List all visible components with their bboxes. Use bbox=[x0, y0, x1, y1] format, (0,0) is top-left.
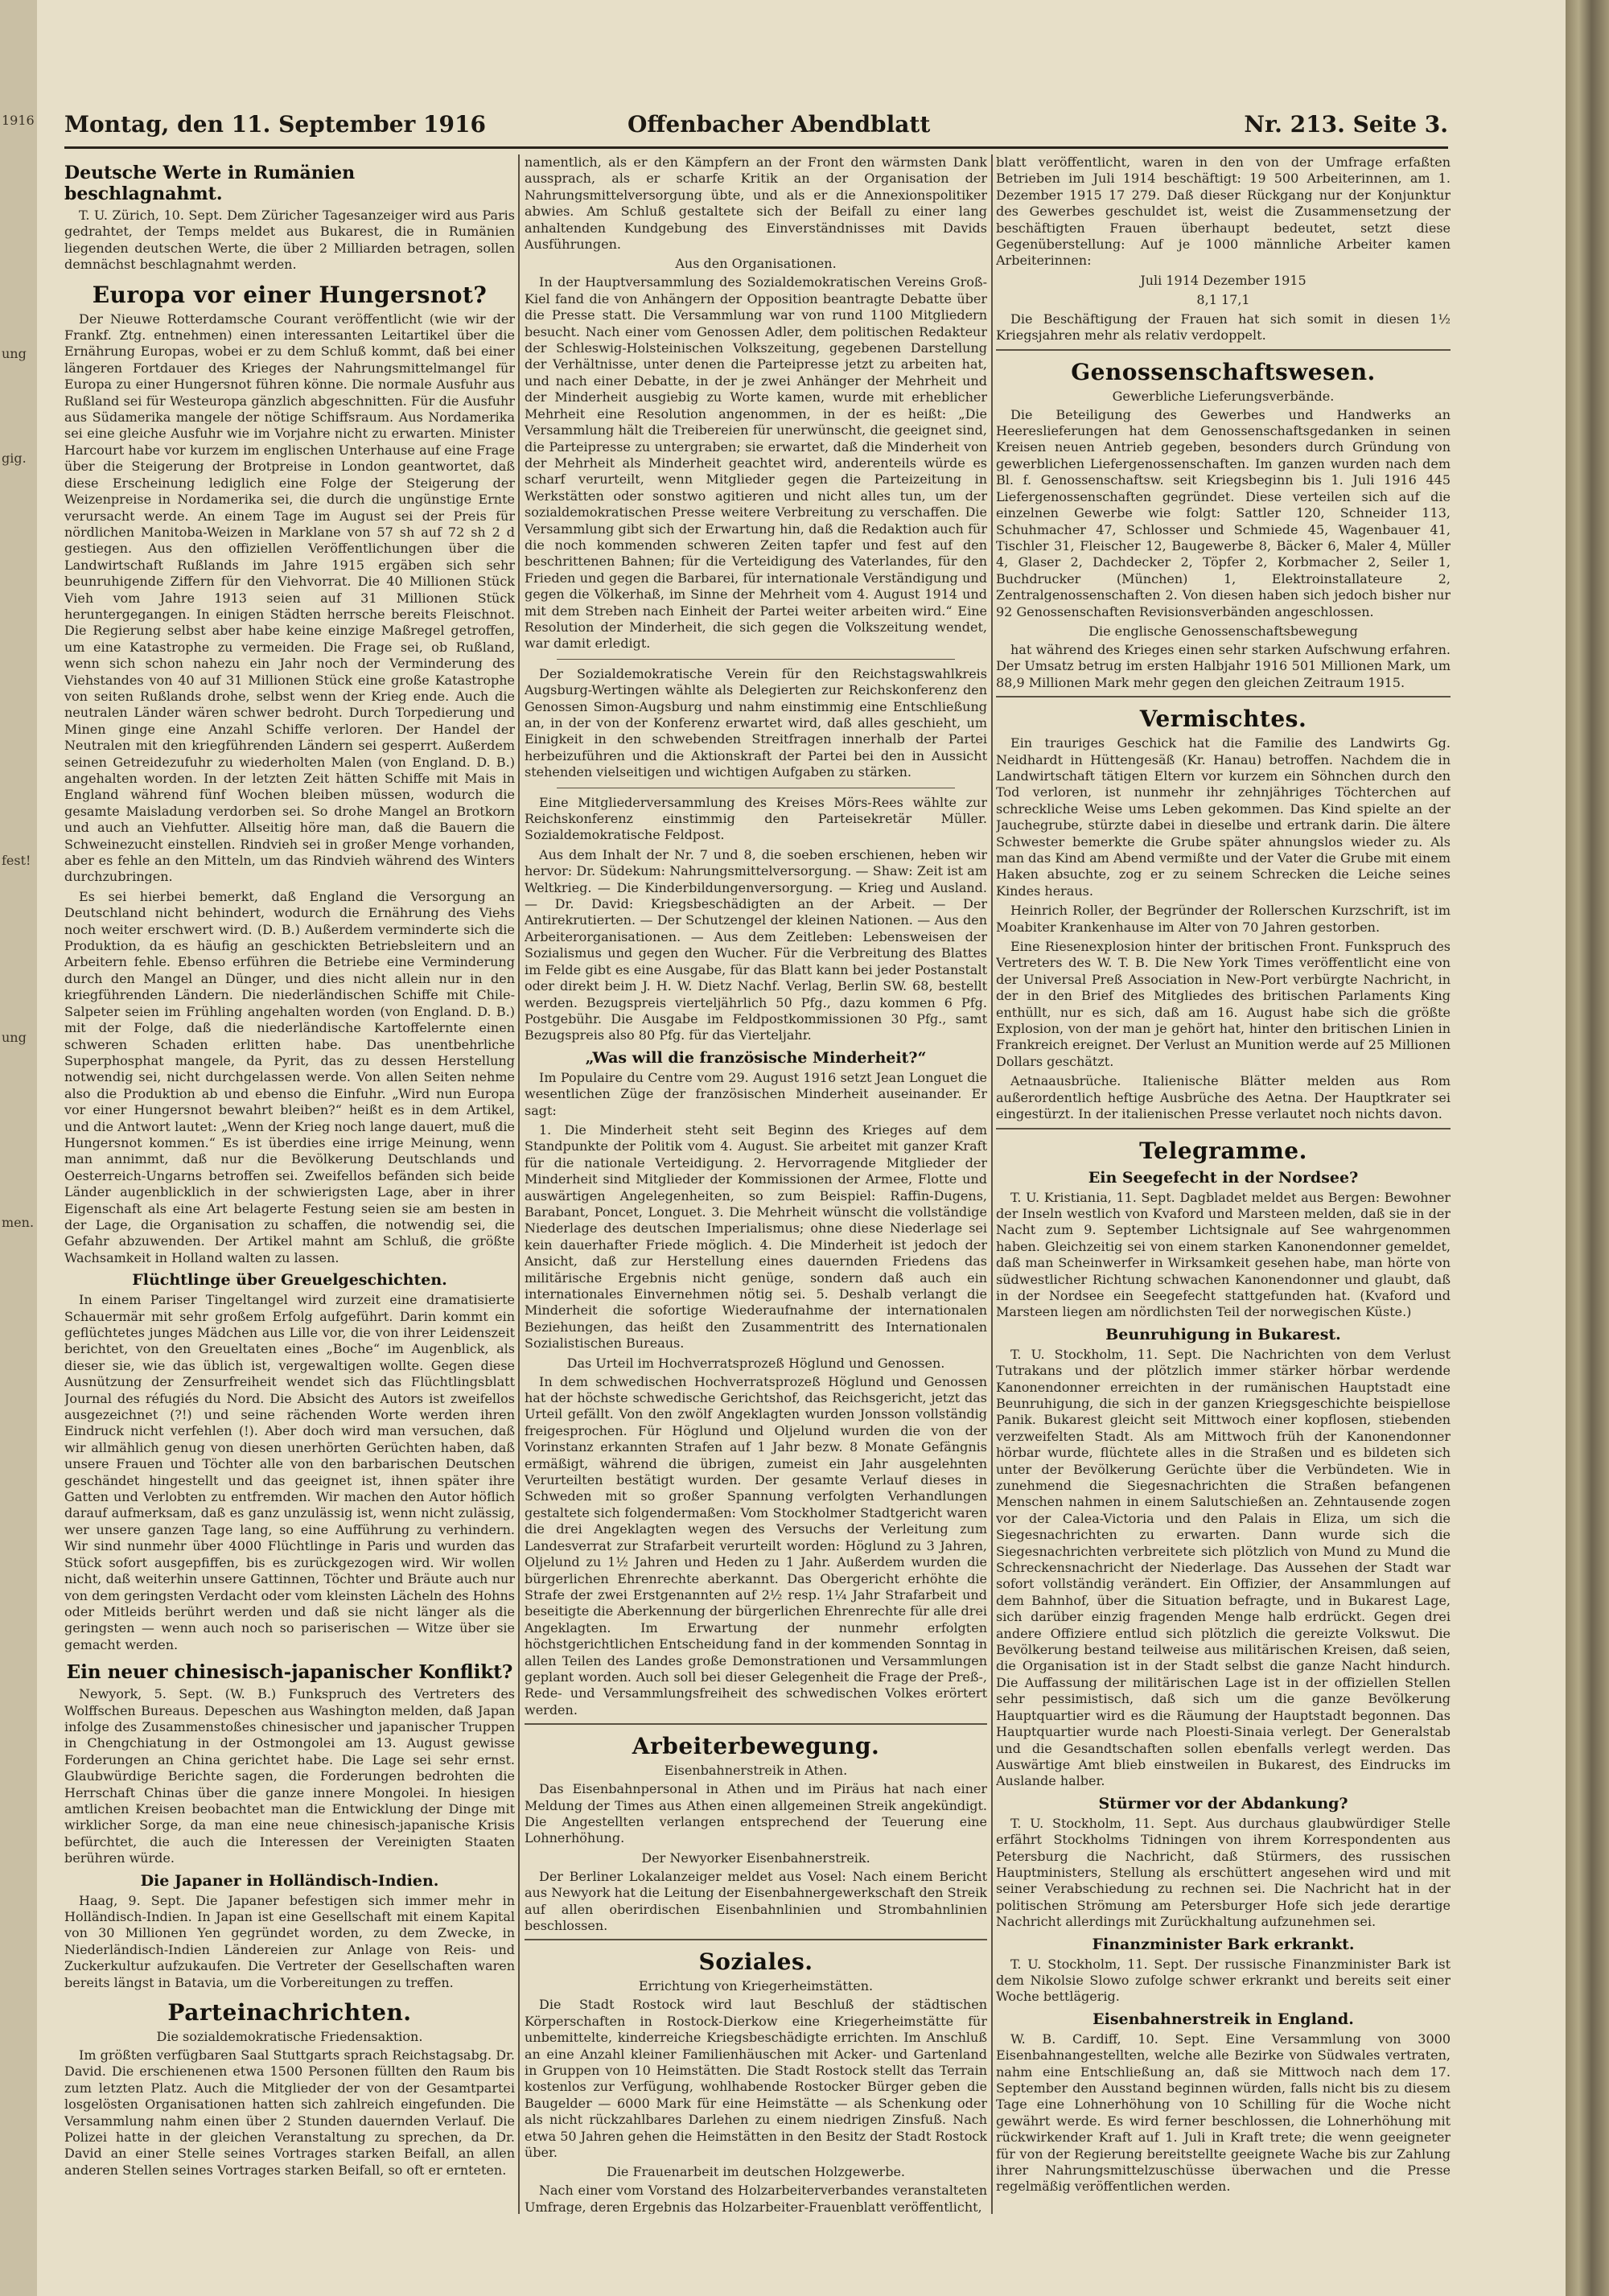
article-title: Ein Seegefecht in der Nordsee? bbox=[1088, 1168, 1359, 1187]
article-subtitle: Die englische Genossenschaftsbewegung bbox=[1088, 623, 1358, 639]
section-title: Vermischtes. bbox=[1139, 706, 1307, 733]
article-text: Heinrich Roller, der Begründer der Rollerschen Kurzschrift, ist im Moabiter Krankenhause im Alter von 70 Jahren gestorben. bbox=[996, 903, 1451, 935]
article-text: Im größten verfügbaren Saal Stuttgarts sprach Reichstagsabg. Dr. David. Die erschienenen etwa 1500 Personen füllten den Raum bis zum letzten Platz. Auch die Mitglieder der von der Gesamtpartei losgelösten Organisationen hatten sich zahlreich eingefunden. Die Versammlung nahm einen über 2 Stunden dauernden Verlauf. Die Polizei hatte in der gleichen Veranstaltung zu sprechen, da Dr. David an einer Stelle seines Vortrages starken Beifall, an allen anderen Stellen seines Vortrages starken Beifall, so oft er ernteten. bbox=[64, 2047, 515, 2178]
margin-fragment: 1916 bbox=[2, 113, 35, 128]
article-title: Flüchtlinge über Greuelgeschichten. bbox=[132, 1271, 447, 1290]
section-title: Soziales. bbox=[698, 1948, 813, 1976]
article-text: Das Eisenbahnpersonal in Athen und im Piräus hat nach einer Meldung der Times aus Athen einen allgemeinen Streik angekündigt. Die Angestellten verlangen entsprechend der Teuerung eine Lohnerhöhung. bbox=[525, 1781, 987, 1846]
article-text: blatt veröffentlicht, waren in den von der Umfrage erfaßten Betrieben im Juli 1914 beschäftigt: 19 500 Arbeiterinnen, am 1. Dezember 1915 17 279. Daß dieser Rückgang nur der Konjunktur des Gewerbes geschuldet ist, weist die Zusammensetzung der beschäftigten Frauen überhaupt bedeutet, setzt diese Gegenüberstellung: Auf je 1000 männliche Arbeiter kamen Arbeiterinnen: bbox=[996, 154, 1451, 269]
article-text: Die Beschäftigung der Frauen hat sich somit in diesen 1½ Kriegsjahren mehr als relativ verdoppelt. bbox=[996, 311, 1451, 344]
margin-fragment: ung bbox=[2, 346, 27, 361]
article-title: Eisenbahnerstreik in England. bbox=[1093, 2010, 1354, 2028]
article-subtitle: Errichtung von Kriegerheimstätten. bbox=[638, 1978, 874, 1994]
article-title: Deutsche Werte in Rumänien beschlagnahmt. bbox=[64, 163, 356, 204]
article-text: Newyork, 5. Sept. (W. B.) Funkspruch des Vertreters des Wolffschen Bureaus. Depeschen aus Washington melden, daß Japan infolge des Zusammenstoßes chinesischer und japanischer Truppen in Chengchiatung in der Ostmongolei am 13. August gewisse Forderungen an China gerichtet habe. Die Lage sei sehr ernst. Glaubwürdige Berichte sagen, die Forderungen bedrohten die Herrschaft Chinas über die ganze innere Mongolei. In hiesigen amtlichen Kreisen beobachtet man die Entwicklung der Dinge mit wirklicher Sorge, da man eine neue chinesisch-japanische Krisis befürchtet, die auch die Interessen der Vereinigten Staaten berühren würde. bbox=[64, 1686, 515, 1866]
margin-fragment: gig. bbox=[2, 451, 27, 466]
article-subtitle: Das Urteil im Hochverratsprozeß Höglund und Genossen. bbox=[566, 1355, 945, 1371]
article-text: Aus dem Inhalt der Nr. 7 und 8, die soeben erschienen, heben wir hervor: Dr. Südekum: Nahrungsmittelversorgung. — Shaw: Zeit ist am Weltkrieg. — Die Kinderbildungenversorgung. — Krieg und Ausland. — Dr. David: Kriegsbeschädigten an der Arbeit. — Der Antirekrutierten. — Der Schutzengel der kleinen Nationen. — Aus den Arbeiterorganisationen. — Aus dem Zeitleben: Lebensweisen der Sozialismus und gegen den Wucher. Für die Verbreitung des Blattes im Felde gibt es eine Ausgabe, für das Blatt kann bei jeder Postanstalt oder direkt beim J. H. W. Dietz Nachf. Verlag, Berlin SW. 68, bestellt werden. Bezugspreis vierteljährlich 50 Pfg., dazu kommen 6 Pfg. Postgebühr. Die Ausgabe im Feldpostkommissionen 30 Pfg., samt Bezugspreis also 80 Pfg. für das Vierteljahr. bbox=[525, 846, 987, 1043]
margin-fragment: ung bbox=[2, 1030, 27, 1045]
article-text: 1. Die Minderheit steht seit Beginn des Krieges auf dem Standpunkte der Politik vom 4. August. Sie arbeitet mit ganzer Kraft für die nationale Verteidigung. 2. Hervorragende Mitglieder der Minderheit sind Mitglieder der Kommissionen der Armee, Flotte und auswärtigen Angelegenheiten, so zum Beispiel: Raffin-Dugens, Barabant, Poncet, Longuet. 3. Die Mehrheit wünscht die vollständige Niederlage des deutschen Imperialismus; ohne diese Niederlage sei kein dauerhafter Friede möglich. 4. Die Minderheit ist jedoch der Ansicht, daß zur Herstellung eines dauernden Friedens das militärische Ergebnis nicht genüge, sondern daß auch ein internationales Einvernehmen nötig sei. 5. Deshalb verlangt die Minderheit die sofortige Wiederaufnahme der internationalen Beziehungen, das heißt den Zusammentritt des Internationalen Sozialistischen Bureaus. bbox=[525, 1121, 987, 1352]
article-title: Die Japaner in Holländisch-Indien. bbox=[140, 1871, 439, 1890]
column-divider bbox=[991, 154, 993, 2214]
article-subtitle: Gewerbliche Lieferungsverbände. bbox=[1112, 388, 1335, 404]
article-text: T. U. Stockholm, 11. Sept. Aus durchaus glaubwürdiger Stelle erfährt Stockholms Tidningen von ihrem Korrespondenten aus Petersburg die Nachricht, daß Stürmers, des russischen Hauptministers, Stellung als erschüttert angesehen wird und mit seiner Verabschiedung zu rechnen sei. Die Nachricht hat in der politischen Strömung am Petersburger Hofe sich jede derartige Nachricht allerdings mit Zurückhaltung aufzunehmen sei. bbox=[996, 1815, 1451, 1930]
masthead bbox=[64, 111, 1448, 146]
divider bbox=[557, 659, 955, 660]
divider bbox=[996, 1128, 1451, 1129]
previous-page-margin bbox=[0, 0, 39, 2296]
article-text: Haag, 9. Sept. Die Japaner befestigen sich immer mehr in Holländisch-Indien. In Japan ist eine Gesellschaft mit einem Kapital von 30 Millionen Yen gegründet worden, zu dem Zwecke, in Niederländisch-Indien Ländereien zur Anlage von Reis- und Zuckerkultur aufzukaufen. Die Vertreter der Gesellschaften waren bereits längst in Batavia, um die Vorbereitungen zu treffen. bbox=[64, 1892, 515, 1990]
article-text: W. B. Cardiff, 10. Sept. Eine Versammlung von 3000 Eisenbahnangestellten, welche alle Bezirke von Südwales vertraten, nahm eine Entschließung an, daß sie Mittwoch nach dem 17. September den Ausstand beginnen würden, falls nicht bis zu diesem Tage eine Lohnerhöhung von 10 Schilling für die Woche nicht gewährt werde. Es wird ferner beschlossen, die Lohnerhöhung mit rückwirkender Kraft auf 1. Juli in Kraft trete; die wenn geeigneter für von der Regierung bereitstellte geeignete Wache bis zur Zahlung ihrer Nahrungsmittelzuschüsse überwachen und die Presse regelmäßig veröffentlichen werden. bbox=[996, 2031, 1451, 2195]
margin-fragment: men. bbox=[2, 1215, 35, 1230]
article-text: Eine Mitgliederversammlung des Kreises Mörs-Rees wählte zur Reichskonferenz einstimmig den Parteisekretär Müller. Sozialdemokratische Feldpost. bbox=[525, 794, 987, 843]
article-title: Finanzminister Bark erkrankt. bbox=[1092, 1935, 1355, 1953]
section-title: Parteinachrichten. bbox=[167, 1999, 412, 2026]
article-text: Es sei hierbei bemerkt, daß England die Versorgung an Deutschland nicht behindert, wodurch die Ernährung des Viehs noch weiter erschwert wird. (D. B.) Außerdem verminderte sich die Produktion, da es häufig an geschickten Betriebsleitern und an Arbeitern fehle. Ebenso erführen die Betriebe eine Verminderung durch den Mangel an Dünger, und dies nicht allein nur in den kriegführenden Ländern. Die niederländischen Schiffe mit Chile-Salpeter seien im Frühling angehalten worden (von England. D. B.) mit der Folge, daß die niederländische Kartoffelernte einen schweren Schaden erlitten habe. Das unentbehrliche Superphosphat mangele, da Pyrit, das zu dessen Herstellung notwendig sei, nicht durchgelassen werde. Von allen Seiten nehme also die Produktion ab und ebenso die Einfuhr. „Wird nun Europa vor einer Hungersnot bewahrt bleiben?“ heißt es in dem Artikel, und die Antwort lautet: „Wenn der Krieg noch lange dauert, muß die Hungersnot kommen.“ Es ist überdies eine irrige Meinung, wenn man annimmt, daß nur die Bevölkerung Deutschlands und Oesterreich-Ungarns betroffen sei. Zweifellos befänden sich beide Länder augenblicklich in der schwierigsten Lage, aber in ihrer Eigenschaft als eine Art belagerte Festung seien sie am besten in der Lage, die Organisation zu schaffen, die notwendig sei, die Gefahr abzuwenden. Der Artikel mahnt am Schluß, die größte Wachsamkeit in Holland walten zu lassen. bbox=[64, 888, 515, 1265]
divider bbox=[525, 1723, 987, 1725]
article-title: Beunruhigung in Bukarest. bbox=[1105, 1325, 1341, 1343]
article-subtitle: Aus den Organisationen. bbox=[675, 256, 837, 272]
article-text: Die Stadt Rostock wird laut Beschluß der städtischen Körperschaften in Rostock-Dierkow eine Kriegerheimstätte für unbemittelte, kinderreiche Kriegsbeschädigte errichten. Im Anschluß an eine Anzahl kleiner Familienhäuschen mit Acker- und Gartenland in Gruppen von 10 Heimstätten. Die Stadt Rostock stellt das Terrain kostenlos zur Verfügung, wohlhabende Rostocker Bürger geben die Baugelder — 6000 Mark für eine Heimstätte — als Schenkung oder als nicht rückzahlbares Darlehen zu einem niedrigen Zinsfuß. Nach etwa 50 Jahren gehen die Heimstätten in den Besitz der Stadt Rostock über. bbox=[525, 1997, 987, 2161]
article-text: Die Beteiligung des Gewerbes und Handwerks an Heereslieferungen hat dem Genossenschaftsgedanken in seinen Kreisen neuen Antrieb gegeben, besonders durch Gründung von gewerblichen Liefergenossenschaften. Im ganzen wurden nach dem Bl. f. Genossenschaftsw. seit Kriegsbeginn bis 1. Juli 1916 445 Liefergenossenschaften gegründet. Diese verteilen sich auf die einzelnen Gewerbe wie folgt: Sattler 120, Schneider 113, Schuhmacher 47, Schlosser und Schmiede 45, Wagenbauer 41, Tischler 31, Fleischer 12, Baugewerbe 8, Bäcker 6, Maler 4, Müller 4, Glaser 2, Dachdecker 2, Töpfer 2, Korbmacher 2, Seiler 1, Buchdrucker (München) 1, Elektroinstallateure 2, Zentralgenossenschaften 2. Von diesen haben sich jedoch bisher nur 92 Genossenschaften Revisionsverbänden angeschlossen. bbox=[996, 406, 1451, 619]
article-text: hat während des Krieges einen sehr starken Aufschwung erfahren. Der Umsatz betrug im ersten Halbjahr 1916 501 Millionen Mark, um 88,9 Millionen Mark mehr gegen den gleichen Zeitraum 1915. bbox=[996, 641, 1451, 690]
article-title: „Was will die französische Minderheit?“ bbox=[585, 1048, 927, 1067]
article-text: In dem schwedischen Hochverratsprozeß Höglund und Genossen hat der höchste schwedische Gerichtshof, das Reichsgericht, jetzt das Urteil gefällt. Von den zwölf Angeklagten wurden Jonsson vollständig freigesprochen. Für Höglund und Oljelund wurden die von der Vorinstanz erkannten Strafen auf 1 Jahr bezw. 8 Monate Gefängnis ermäßigt, während die übrigen, zumeist ein Jahr ausgelehnten Verurteilten bestätigt wurden. Der gesamte Verlauf dieses in Schweden mit so großer Spannung verfolgten Verhandlungen gestaltete sich folgendermaßen: Vom Stockholmer Stadtgericht waren die drei Angeklagten wegen des Versuchs der Verleitung zum Landesverrat zur Strafarbeit verurteilt worden: Höglund zu 3 Jahren, Oljelund zu 1½ Jahren und Heden zu 1 Jahr. Außerdem wurden die bürgerlichen Ehrenrechte aberkannt. Das Obergericht erhöhte die Strafe der zwei Erstgenannten auf 2½ resp. 1¼ Jahr Strafarbeit und beseitigte die Aberkennung der bürgerlichen Ehrenrechte für alle drei Angeklagten. Im Erwartung der nunmehr erfolgten höchstgerichtlichen Entscheidung fand in der kommenden Sonntag in allen Teilen des Landes große Demonstrationen und Versammlungen geplant worden. Auch soll bei dieser Gelegenheit die Frage der Preß-, Rede- und Versammlungsfreiheit des schwedischen Volkes erörtert werden. bbox=[525, 1373, 987, 1718]
article-text: Im Populaire du Centre vom 29. August 1916 setzt Jean Longuet die wesentlichen Züge der französischen Minderheit auseinander. Er sagt: bbox=[525, 1069, 987, 1118]
article-text: Aetnaausbrüche. Italienische Blätter melden aus Rom außerordentlich heftige Ausbrüche des Aetna. Der Hauptkrater sei eingestürzt. In der italienischen Presse verlautet noch nichts davon. bbox=[996, 1073, 1451, 1122]
section-title: Arbeiterbewegung. bbox=[632, 1733, 880, 1760]
article-text: Nach einer vom Vorstand des Holzarbeiterverbandes veranstalteten Umfrage, deren Ergebnis das Holzarbeiter-Frauenblatt veröffentlicht, bbox=[525, 2183, 987, 2214]
article-text: In der Hauptversammlung des Sozialdemokratischen Vereins Groß-Kiel fand die von Anhängern der Opposition beantragte Debatte über die Presse statt. Die Versammlung war von rund 1100 Mitgliedern besucht. Nach einer vom Genossen Adler, dem politischen Redakteur der Schleswig-Holsteinischen Volkszeitung, gegebenen Darstellung der Verhältnisse, unter denen die Parteipresse jetzt zu arbeiten hat, und nach einer Debatte, in der je zwei Anhänger der Mehrheit und der Minderheit ausgiebig zu Worte kamen, wurde mit erheblicher Mehrheit eine Resolution angenommen, in der es heißt: „Die Versammlung hält die Treibereien für unerwünscht, die geeignet sind, die Parteipresse zu untergraben; sie erwartet, daß die Minderheit von der Mehrheit als Minderheit geachtet wird, anderenteils würde es scharf verurteilt, wenn Mitglieder gegen die Parteizeitung in Werkstätten oder sonstwo agitieren und nicht alles tun, um der sozialdemokratischen Presse weitere Verbreitung zu verschaffen. Die Versammlung gibt sich der Erwartung hin, daß die Redaktion auch für die noch kommenden schweren Zeiten tapfer und fest auf den beschrittenen Bahnen; für die Verteidigung des Vaterlandes, für den Frieden und gegen die Barbarei, für internationale Verständigung und gegen die Völkerhaß, im Sinne der Mehrheit vom 4. August 1914 und mit dem Streben nach Einheit der Partei weiter arbeiten wird.“ Eine Resolution der Minderheit, die sich gegen die Volkszeitung wendet, war damit erledigt. bbox=[525, 274, 987, 652]
divider bbox=[525, 1939, 987, 1940]
newspaper-name: Offenbacher Abendblatt bbox=[628, 111, 931, 138]
divider bbox=[996, 349, 1451, 351]
article-text: Eine Riesenexplosion hinter der britischen Front. Funkspruch des Vertreters des W. T. B. Die New York Times veröffentlicht eine von der Universal Preß Association in New-Port verbürgte Nachricht, in der in den Brief des Mitgliedes des britischen Parlaments King enthüllt, nur es sich, daß am 16. August habe sich die größte Explosion, von der man je gehört hat, hinter den britischen Linien in Frankreich ereignet. Der Verlust an Munition werde auf 25 Millionen Dollars geschätzt. bbox=[996, 939, 1451, 1069]
column-3 bbox=[996, 154, 1451, 2214]
section-title: Telegramme. bbox=[1139, 1137, 1307, 1164]
column-divider bbox=[518, 154, 520, 2214]
article-subtitle: Die Frauenarbeit im deutschen Holzgewerbe. bbox=[606, 2164, 905, 2180]
article-text: namentlich, als er den Kämpfern an der Front den wärmsten Dank aussprach, als er scharfe Kritik an der Organisation der Nahrungsmittelversorgung übte, und als er die Annexionspolitiker abwies. Am Schluß gestaltete sich der Beifall zu einer lang anhaltenden Kundgebung des Einverständnisses mit Davids Ausführungen. bbox=[525, 154, 987, 253]
column-2 bbox=[525, 154, 987, 2214]
article-text: T. U. Kristiania, 11. Sept. Dagbladet meldet aus Bergen: Bewohner der Inseln westlich von Kvaford und Marsteen melden, daß sie in der Nacht zum 9. September Lichtsignale auf See wahrgenommen haben. Gleichzeitig sei von einem starken Kanonendonner gemeldet, daß man Scheinwerfer in Wirksamkeit gesehen habe, man hörte von südwestlicher Richtung schwachen Kanonendonner und glaubt, daß in der Nordsee ein Seegefecht stattgefunden hat. (Kvaford und Marsteen liegen am nördlichsten Teil der norwegischen Küste.) bbox=[996, 1189, 1451, 1320]
table-values: 8,1 17,1 bbox=[1196, 291, 1250, 307]
issue-date: Montag, den 11. September 1916 bbox=[64, 111, 486, 138]
divider bbox=[996, 696, 1451, 697]
column-1 bbox=[64, 154, 515, 2214]
article-text: Ein trauriges Geschick hat die Familie des Landwirts Gg. Neidhardt in Hüttengesäß (Kr. Hanau) betroffen. Nachdem die in Landwirtschaft tätigen Eltern vor kurzem ein Söhnchen durch den Tod verloren, ist nunmehr ihr zehnjähriges Töchterchen auf schreckliche Weise ums Leben gekommen. Das Kind spielte an der Jauchegrube, stürzte dabei in dieselbe und ertrank darin. Die ältere Schwester bemerkte die Grube später ahnungslos wieder zu. Als man das Kind am Abend vermißte und der Vater die Grube mit einem Haken absuchte, zog er zu seinem Schrecken die Leiche seines Kindes heraus. bbox=[996, 735, 1451, 899]
table-header: Juli 1914 Dezember 1915 bbox=[1140, 272, 1307, 288]
article-text: In einem Pariser Tingeltangel wird zurzeit eine dramatisierte Schauermär mit sehr großem Erfolg aufgeführt. Darin kommt ein geflüchtetes junges Mädchen aus Lille vor, die von ihrer Leidenszeit berichtet, von den Greueltaten eines „Boche“ im Augenblick, als dieser sie, wie das üblich ist, vergewaltigen wollte. Gegen diese Ausnützung der Zensurfreiheit wendet sich das Flüchtlingsblatt Journal des réfugiés du Nord. Die Absicht des Autors ist zweifellos ausgezeichnet (?!) und seine rächenden Worte werden ihren Eindruck nicht verfehlen (!). Aber doch wird man versuchen, daß wir allmählich genug von diesen unerhörten Gerüchten haben, daß unsere Frauen und Töchter alle von den barbarischen Deutschen geschändet hingestellt und das geeignet ist, ihnen später ihre Gatten und Verlobten zu entfremden. Wir machen den Autor höflich darauf aufmerksam, daß es ganz unzulässig ist, wenn nicht zulässig, wer unsere ganzen Tage lang, so eine Aufführung zu verhindern. Wir sind nunmehr über 4000 Flüchtlinge in Paris und wurden das Stück sofort ausgepfiffen, bis es zurückgezogen wird. Wir wollen nicht, daß weiterhin unsere Gattinnen, Töchter und Bräute auch nur von dem geringsten Verdacht oder vom kleinsten Lächeln des Hohns oder Mitleids berührt werden und daß sie nicht länger als die geringsten — wenn auch noch so pariserischen — Witze über sie gemacht werden. bbox=[64, 1292, 515, 1652]
article-text: T. U. Stockholm, 11. Sept. Der russische Finanzminister Bark ist dem Nikolsie Slowo zufolge schwer erkrankt und bereits seit einer Woche bettlägerig. bbox=[996, 1956, 1451, 2005]
section-title: Genossenschaftswesen. bbox=[1071, 358, 1376, 385]
article-text: Der Berliner Lokalanzeiger meldet aus Vosel: Nach einem Bericht aus Newyork hat die Leitung der Eisenbahnergewerkschaft den Streik auf allen oberirdischen Eisenbahnlinien und Strombahnlinien beschlossen. bbox=[525, 1868, 987, 1933]
article-text: T. U. Zürich, 10. Sept. Dem Züricher Tagesanzeiger wird aus Paris gedrahtet, der Temps meldet aus Bukarest, die in Rumänien liegenden deutschen Werte, die über 2 Milliarden betragen, sollen demnächst beschlagnahmt werden. bbox=[64, 208, 515, 273]
article-text: Der Sozialdemokratische Verein für den Reichstagswahlkreis Augsburg-Wertingen wählte als Delegierten zur Reichskonferenz den Genossen Simon-Augsburg und nahm einstimmig eine Entschließung an, in der von der Konferenz erwartet wird, daß alles geschieht, um Einigkeit in den schwebenden Streitfragen innerhalb der Partei herbeizuführen und die Aktionskraft der Partei bei den in Aussicht stehenden vielseitigen und wichtigen Aufgaben zu stärken. bbox=[525, 665, 987, 780]
article-text: T. U. Stockholm, 11. Sept. Die Nachrichten von dem Verlust Tutrakans und der plötzlich immer stärker hörbar werdende Kanonendonner erreichten in der rumänischen Hauptstadt eine Beunruhigung, die sich in der ganzen Kriegsgeschichte beispiellose Panik. Bukarest gleicht seit Mittwoch einer kopflosen, stiebenden verzweifelten Stadt. Als am Mittwoch früh der Kanonendonner hörbar wurde, flüchtete alles in die Straßen und es bildeten sich unter der Bevölkerung Gerüchte über die Verbündeten. Wie in zunehmend die Siegesnachrichten die Straßen befangenen Menschen nahmen in einem Salutschießen an. Zehntausende zogen vor der Calea-Victoria und den Palais in Eliza, um sich die Siegesnachrichten zu erwarten. Dann wurde sich die Siegesnachrichten verbreitete sich plötzlich von Mund zu Mund die Schreckensnachricht der Niederlage. Das Aussehen der Stadt war sofort vollständig verändert. Ein Offizier, der Ansammlungen auf dem Bahnhof, über die Situation befragte, und in Bukarest Lage, sich darüber einzig fragenden Menge halb erdrückt. Gegen drei andere Offiziere entlud sich plötzlich die gereizte Volkswut. Die Bevölkerung bestand teilweise aus militärischen Kreisen, daß seien, die Organisation ist in der Stadt selbst die ganze Nacht hindurch. Die Auffassung der militärischen Lage ist in der offiziellen Stellen sehr pessimistisch, daß sich um die ganze Bevölkerung Hauptquartier wird es die Räumung der Hauptstadt begonnen. Das Hauptquartier wurde nach Ploesti-Sinaia verlegt. Der Generalstab und die Gesandtschaften sollen ebenfalls verlegt werden. Das Auswärtige Amt blieb einstweilen in Bukarest, des Eindrucks im Auslande halber. bbox=[996, 1346, 1451, 1789]
article-title: Europa vor einer Hungersnot? bbox=[92, 281, 488, 308]
article-text: Der Nieuwe Rotterdamsche Courant veröffentlicht (wie wir der Frankf. Ztg. entnehmen) einen interessanten Leitartikel über die Ernährung Europas, wobei er zu dem Schluß kommt, daß bei einer längeren Fortdauer des Krieges der Nahrungsmittelmangel für Europa zu einer Hungersnot führen könne. Die normale Ausfuhr aus Rußland sei für Westeuropa gänzlich abgeschnitten. Für die Ausfuhr aus Südamerika mangele der nötige Schiffsraum. Aus Nordamerika sei eine gleiche Ausfuhr wie im Vorjahre nicht zu erwarten. Minister Harcourt habe vor kurzem im englischen Unterhause auf eine Frage über die Steigerung der Brotpreise in London geantwortet, daß diese Erscheinung lediglich eine Folge der Steigerung der Weizenpreise in Nordamerika sei, die durch die ungünstige Ernte verursacht werde. An einem Tage im August sei der Preis für nördlichen Manitoba-Weizen in Marklane von 57 sh auf 72 sh 2 d gestiegen. Aus den offiziellen Veröffentlichungen über die Landwirtschaft Rußlands im Jahre 1915 ergäben sich sehr beunruhigende Ziffern für den Viehvorrat. Die 40 Millionen Stück Vieh vom Jahre 1913 seien auf 31 Millionen Stück heruntergegangen. In einigen Städten herrsche bereits Fleischnot. Die Regierung selbst aber habe keine einzige Maßregel getroffen, um eine Katastrophe zu vermeiden. Die Frage sei, ob Rußland, wenn sich schon nahezu ein Jahr noch der Verminderung des Viehstandes von 40 auf 31 Millionen Stück eine große Katastrophe von seiten Rußlands drohe, selbst wenn der Krieg ende. Auch die neutralen Länder wären schwer bedroht. Durch Torpedierung und Minen ginge eine Anzahl Schiffe verloren. Der Handel der Neutralen mit den kriegführenden Ländern sei gesperrt. Außerdem seinen Getreidezufuhr zu wiederholten Malen (von England. D. B.) angehalten worden. In der letzten Zeit hätten Schiffe mit Mais in England während fünf Wochen bleiben müssen, wodurch die gesamte Maisladung verdorben sei. So drohe Mangel an Brotkorn und auch an Viehfutter. Allseitig höre man, daß die Bauern die Schweinezucht einstellen. Rindvieh sei in großer Menge vorhanden, aber es fehle an den Mitteln, um das Rindvieh während des Winters durchzubringen. bbox=[64, 311, 515, 885]
article-title: Stürmer vor der Abdankung? bbox=[1098, 1794, 1348, 1813]
article-subtitle: Eisenbahnerstreik in Athen. bbox=[664, 1763, 848, 1779]
masthead-rule bbox=[64, 146, 1448, 149]
article-title: Ein neuer chinesisch-japanischer Konflikt? bbox=[66, 1661, 513, 1684]
article-subtitle: Der Newyorker Eisenbahnerstreik. bbox=[641, 1850, 870, 1866]
article-subtitle: Die sozialdemokratische Friedensaktion. bbox=[156, 2029, 423, 2045]
book-binding bbox=[1566, 0, 1609, 2296]
issue-number-page: Nr. 213. Seite 3. bbox=[1244, 111, 1448, 138]
margin-fragment: fest! bbox=[2, 853, 31, 868]
